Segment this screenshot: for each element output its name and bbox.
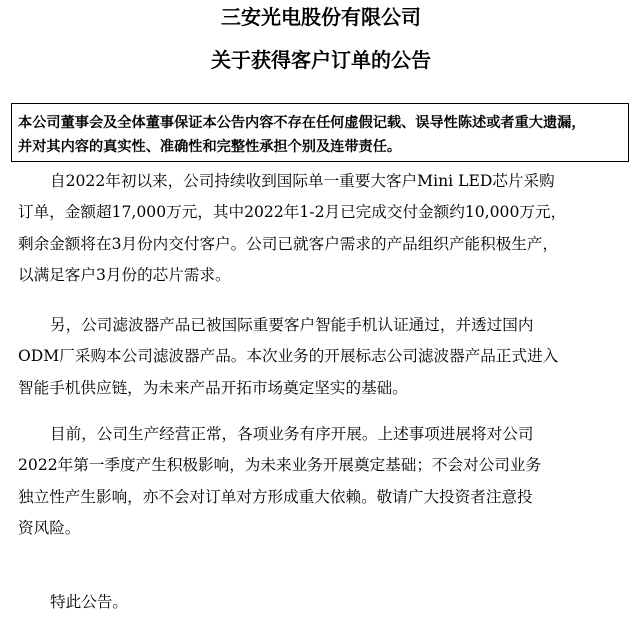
disclaimer-box [11, 103, 629, 162]
announcement-title: 关于获得客户订单的公告 [211, 48, 431, 72]
paragraph-line: 订单，金额超17,000万元，其中2022年1-2月已完成交付金额约10,000万元， [18, 203, 567, 222]
paragraph-line: ODM厂采购本公司滤波器产品。本次业务的开展标志公司滤波器产品正式进入 [18, 347, 559, 366]
paragraph-line: 剩余金额将在3月份内交付客户。公司已就客户需求的产品组织产能积极生产， [18, 234, 559, 253]
paragraph-line: 2022年第一季度产生积极影响，为未来业务开展奠定基础；不会对公司业务 [18, 456, 542, 475]
paragraph-line: 资风险。 [18, 518, 81, 537]
paragraph-line: 自2022年初以来，公司持续收到国际单一重要大客户Mini LED芯片采购 [50, 172, 555, 190]
paragraph-line: 目前，公司生产经营正常，各项业务有序开展。上述事项进展将对公司 [50, 425, 534, 443]
company-name: 三安光电股份有限公司 [221, 5, 421, 29]
paragraph-orders [18, 166, 630, 291]
paragraph-line: 独立性产生影响，亦不会对订单对方形成重大依赖。敬请广大投资者注意投 [18, 487, 533, 506]
paragraph-filter [18, 310, 630, 404]
paragraph-line: 智能手机供应链，为未来产品开拓市场奠定坚实的基础。 [18, 378, 408, 397]
paragraph-impact [18, 419, 630, 544]
disclaimer-line: 并对其内容的真实性、准确性和完整性承担个别及连带责任。 [18, 139, 402, 155]
disclaimer-line: 本公司董事会及全体董事保证本公告内容不存在任何虚假记载、误导性陈述或者重大遗漏， [18, 115, 586, 131]
closing-statement: 特此公告。 [50, 593, 128, 611]
paragraph-line: 以满足客户3月份的芯片需求。 [18, 265, 231, 284]
paragraph-line: 另，公司滤波器产品已被国际重要客户智能手机认证通过，并透过国内 [50, 316, 534, 334]
